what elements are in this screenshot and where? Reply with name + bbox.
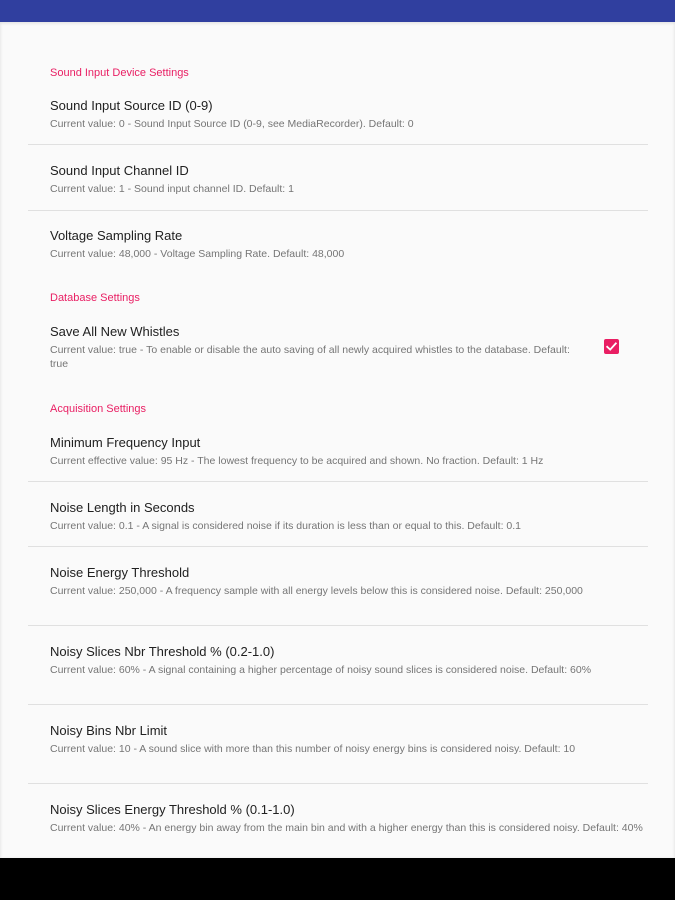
pref-summary: Current value: 40% - An energy bin away from the main bin and with a higher energy than this is considered noisy. Default: 40% — [50, 822, 643, 834]
pref-title: Voltage Sampling Rate — [50, 228, 183, 243]
divider — [28, 783, 648, 784]
pref-title: Noise Length in Seconds — [50, 500, 195, 515]
divider — [28, 546, 648, 547]
pref-summary: Current value: 0 - Sound Input Source ID (0-9, see MediaRecorder). Default: 0 — [50, 118, 414, 130]
pref-title: Save All New Whistles — [50, 324, 180, 339]
category-database: Database Settings — [50, 292, 140, 304]
pref-noisy-bins-nbr-limit[interactable] — [50, 722, 648, 756]
category-sound-input: Sound Input Device Settings — [50, 67, 189, 79]
pref-sound-input-channel-id[interactable] — [50, 162, 648, 196]
pref-title: Noise Energy Threshold — [50, 565, 190, 580]
category-acquisition: Acquisition Settings — [50, 403, 146, 415]
pref-noisy-slices-nbr-threshold[interactable] — [50, 643, 648, 677]
pref-noisy-slices-energy-threshold[interactable] — [50, 801, 648, 835]
pref-summary: Current value: 0.1 - A signal is considered noise if its duration is less than or equal to this. Default: 0.1 — [50, 520, 522, 532]
settings-screen — [0, 22, 675, 858]
pref-summary: Current value: 1 - Sound input channel ID. Default: 1 — [50, 183, 294, 195]
divider — [28, 210, 648, 211]
pref-summary: Current value: 10 - A sound slice with more than this number of noisy energy bins is considered noisy. Default: 10 — [50, 743, 576, 755]
status-bar — [0, 0, 675, 22]
divider — [28, 481, 648, 482]
pref-title: Sound Input Channel ID — [50, 163, 189, 178]
pref-noise-length-seconds[interactable] — [50, 499, 648, 533]
pref-save-all-new-whistles[interactable] — [50, 323, 648, 371]
pref-voltage-sampling-rate[interactable] — [50, 227, 648, 261]
divider — [28, 704, 648, 705]
divider — [28, 144, 648, 145]
pref-summary: Current value: 250,000 - A frequency sample with all energy levels below this is considered noise. Default: 250,000 — [50, 585, 583, 597]
pref-sound-input-source-id[interactable] — [50, 97, 648, 131]
pref-title: Noisy Bins Nbr Limit — [50, 723, 168, 738]
pref-title: Sound Input Source ID (0-9) — [50, 98, 213, 113]
check-icon — [604, 339, 619, 354]
pref-minimum-frequency-input[interactable] — [50, 434, 648, 468]
pref-summary: Current value: 60% - A signal containing a higher percentage of noisy sound slices is considered noise. Default: 60% — [50, 664, 592, 676]
pref-title: Noisy Slices Energy Threshold % (0.1-1.0) — [50, 802, 295, 817]
divider — [28, 625, 648, 626]
pref-noise-energy-threshold[interactable] — [50, 564, 648, 598]
save-whistles-checkbox[interactable] — [604, 339, 619, 354]
pref-summary: Current effective value: 95 Hz - The lowest frequency to be acquired and shown. No fraction. Default: 1 Hz — [50, 455, 544, 467]
pref-summary: Current value: 48,000 - Voltage Sampling Rate. Default: 48,000 — [50, 248, 345, 260]
pref-title: Noisy Slices Nbr Threshold % (0.2-1.0) — [50, 644, 275, 659]
navigation-bar — [0, 858, 675, 900]
pref-summary: Current value: true - To enable or disable the auto saving of all newly acquired whistles to the database. Default: true — [50, 344, 570, 370]
pref-title: Minimum Frequency Input — [50, 435, 201, 450]
